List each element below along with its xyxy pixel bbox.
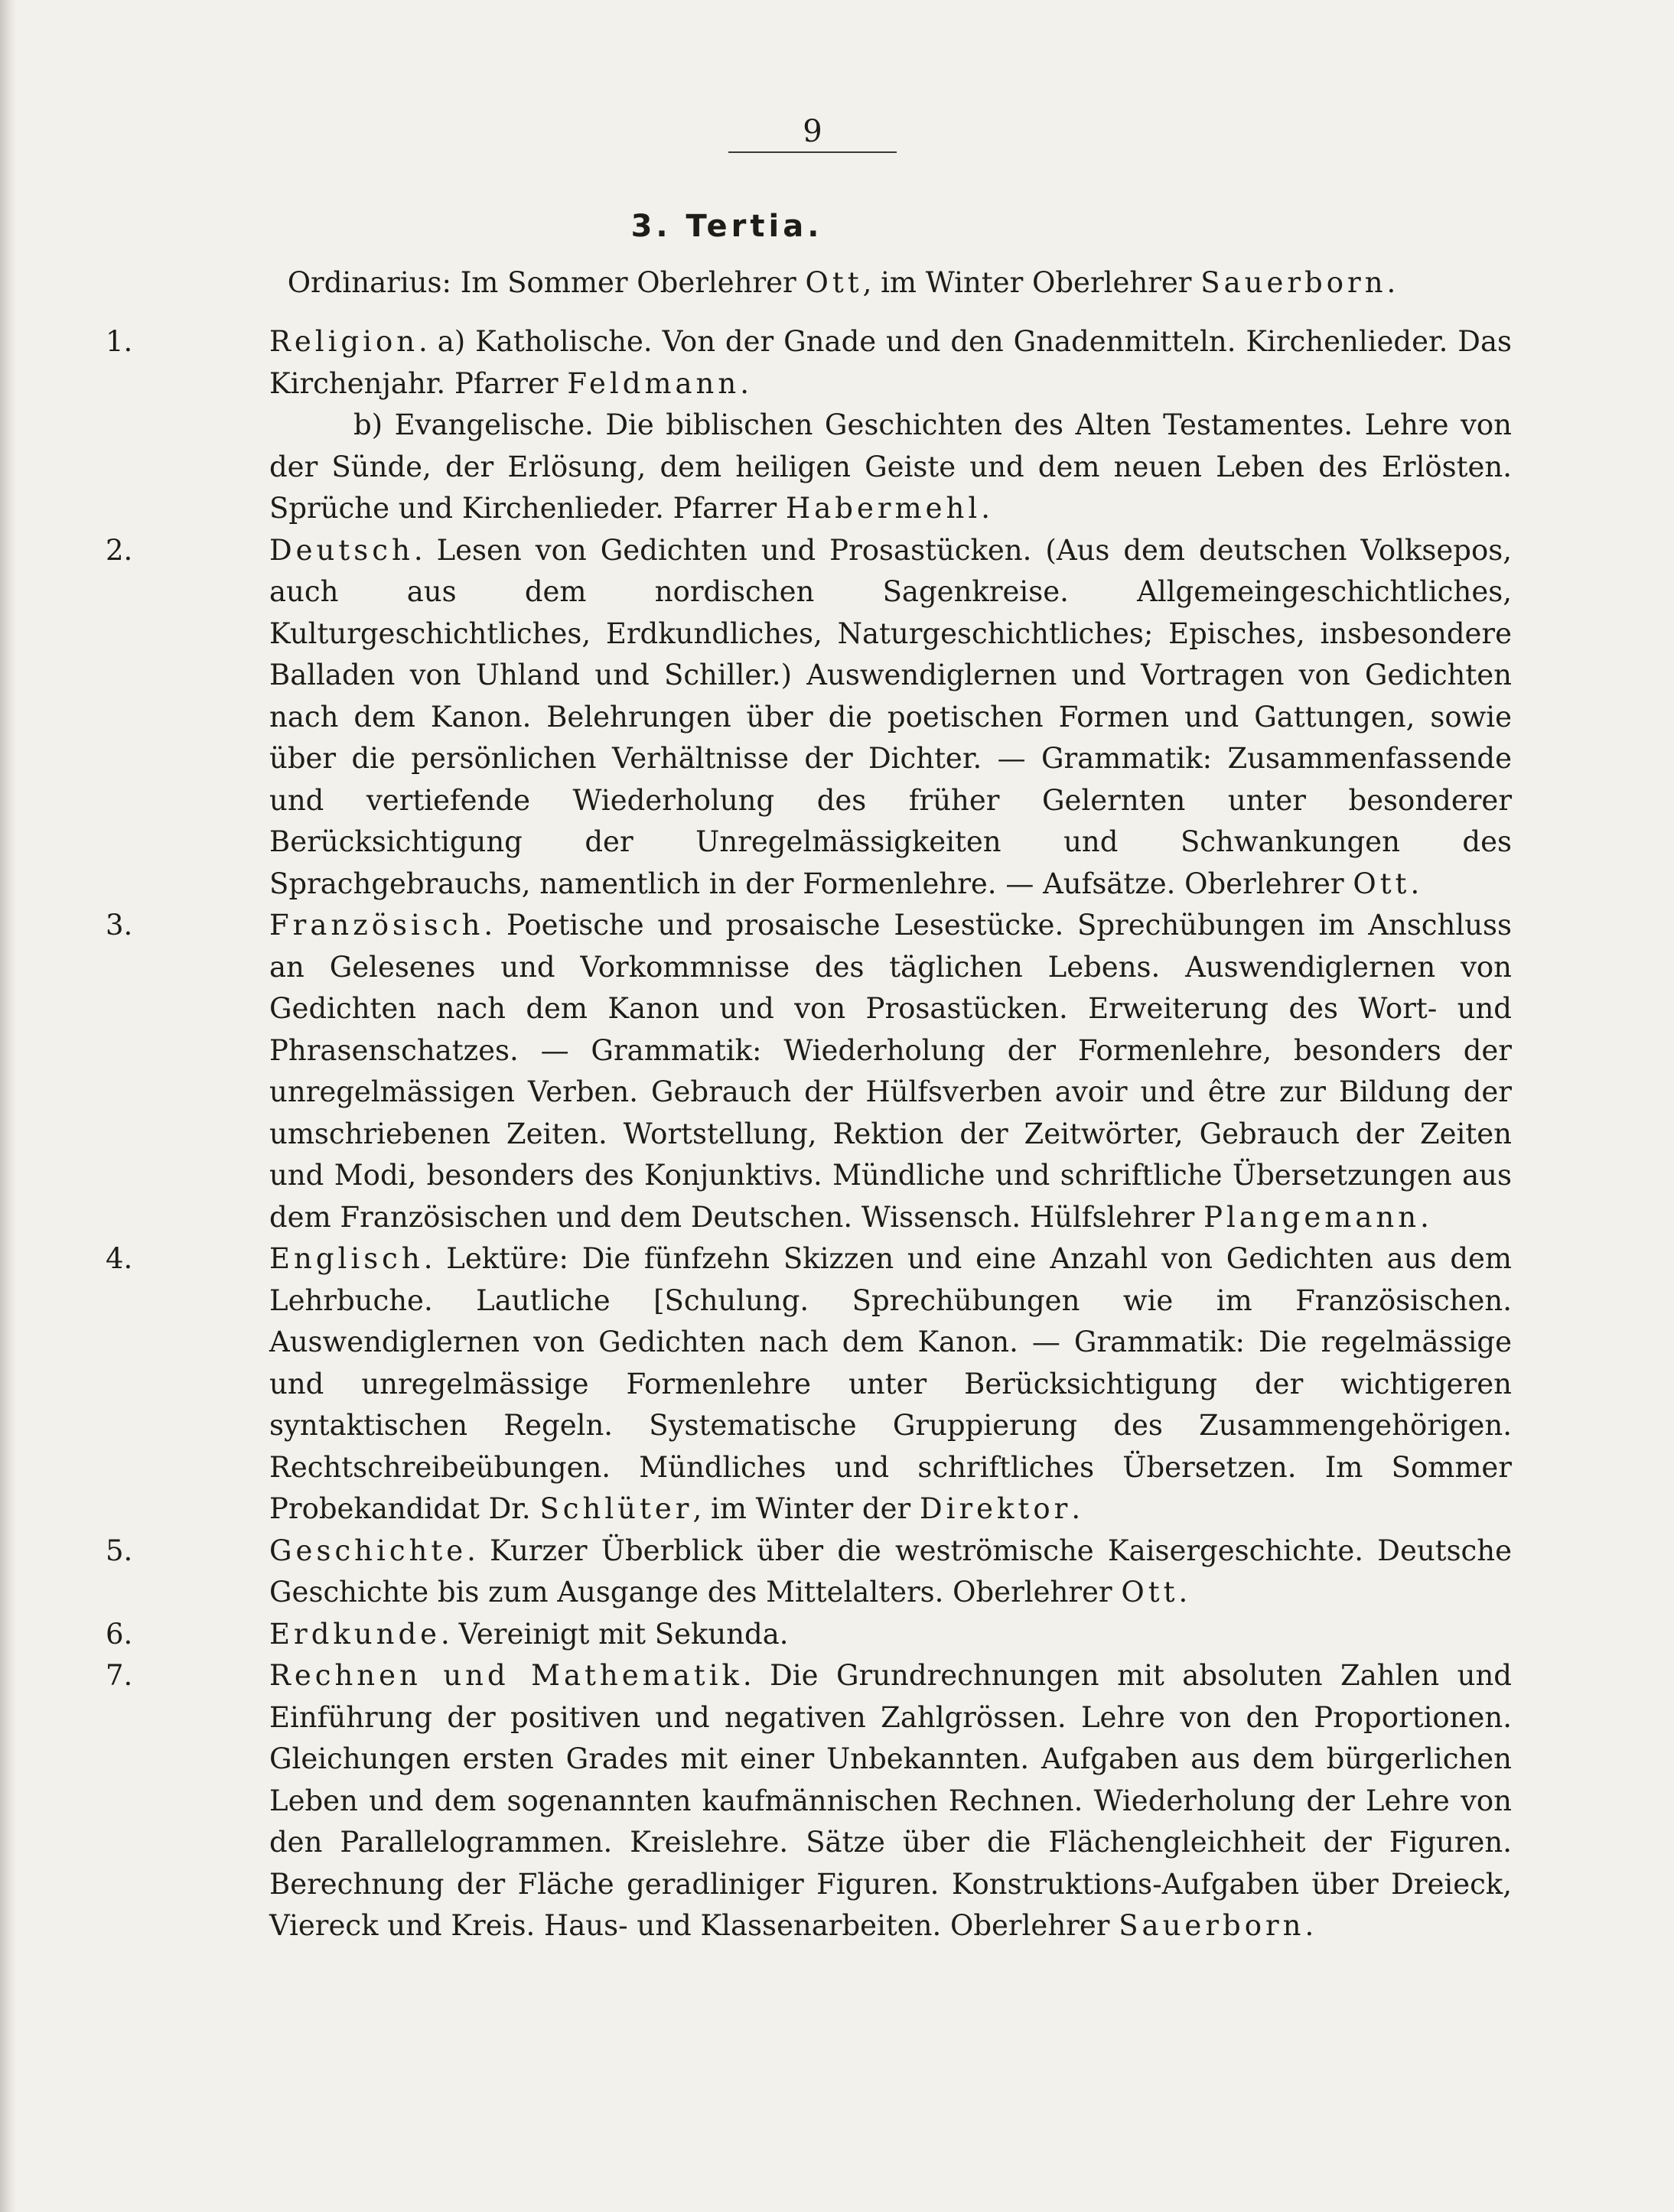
subject-number: 3. bbox=[106, 909, 133, 942]
ordinarius-winter-teacher: Sauerborn bbox=[1200, 266, 1387, 299]
teacher-name: Ott bbox=[1121, 1576, 1179, 1609]
teacher-name: Sauerborn bbox=[1119, 1909, 1305, 1942]
ordinarius-line bbox=[161, 263, 1523, 303]
ordinarius-prefix: Ordinarius: Im Sommer Oberlehrer bbox=[287, 266, 806, 299]
subject-name: Rechnen und Mathematik bbox=[269, 1659, 743, 1692]
subject-franzoesisch bbox=[106, 905, 1512, 1238]
text-end: . bbox=[1304, 1909, 1314, 1942]
teacher-name: Plangemann bbox=[1203, 1200, 1421, 1234]
subject-number: 5. bbox=[106, 1534, 133, 1567]
subject-body: . Die Grundrechnungen mit absoluten Zahlen und Einführung der positiven und negativen Zahlgrössen. Lehre von den Proportionen. Gleichungen ersten Grades mit einer Unbekannten. Aufgaben aus dem bürgerlichen Leben und dem sogenannten kaufmännischen Rechnen. Wiederholung der Lehre von den Parallelogrammen. Kreislehre. Sätze über die Flächengleichheit der Figuren. Berechnung der Fläche geradliniger Figuren. Konstruktions-Aufgaben über Dreieck, Viereck und Kreis. Haus- und Klassenarbeiten. Oberlehrer bbox=[269, 1659, 1512, 1942]
subject-text bbox=[269, 321, 1512, 405]
text-end: . bbox=[1410, 867, 1420, 900]
subject-rechnen-mathematik bbox=[106, 1655, 1512, 1947]
subject-text bbox=[269, 1238, 1512, 1531]
page-number: 9 bbox=[803, 114, 822, 149]
religion-part-b bbox=[269, 405, 1512, 530]
ordinarius-middle: , im Winter Oberlehrer bbox=[862, 266, 1201, 299]
text-end: . bbox=[1071, 1492, 1081, 1525]
subject-body: . Lektüre: Die fünfzehn Skizzen und eine Anzahl von Gedichten aus dem Lehrbuche. Lautliche [Schulung. Sprechübungen wie im Französischen. Auswendiglernen von Gedichten nach dem Kanon. — Grammatik: Die regelmässige und unregelmässige Formenlehre unter Berücksichtigung der wichtigeren syntaktischen Regeln. Systematische Gruppierung des Zusammengehörigen. Rechtschreibeübungen. Mündliches und schriftliches Übersetzen. Im Sommer Probekandidat Dr. bbox=[269, 1242, 1512, 1525]
religion-part-a-text: . a) Katholische. Von der Gnade und den Gnadenmitteln. Kirchenlieder. Das Kirchenjahr. Pfarrer bbox=[269, 325, 1512, 400]
text-end: . bbox=[981, 492, 990, 525]
subject-geschichte bbox=[106, 1531, 1512, 1614]
subject-religion bbox=[106, 321, 1512, 530]
teacher-name: Schlüter bbox=[539, 1492, 693, 1525]
subject-text bbox=[269, 530, 1512, 906]
subject-text bbox=[269, 1531, 1512, 1614]
subject-number: 6. bbox=[106, 1617, 133, 1651]
teacher-name: Habermehl bbox=[785, 492, 982, 525]
subject-text bbox=[269, 905, 1512, 1238]
text-middle: , im Winter der bbox=[692, 1492, 920, 1525]
subject-name: Erdkunde bbox=[269, 1617, 441, 1651]
subject-body: . Vereinigt mit Sekunda. bbox=[441, 1617, 789, 1651]
subject-name: Englisch bbox=[269, 1242, 424, 1275]
text-end: . bbox=[740, 366, 749, 400]
subject-name: Religion bbox=[269, 325, 419, 358]
subject-text bbox=[269, 1614, 1512, 1656]
subject-erdkunde bbox=[106, 1614, 1512, 1656]
page-number-rule bbox=[728, 151, 897, 153]
subject-body: . Poetische und prosaische Lesestücke. Sprechübungen im Anschluss an Gelesenes und Vorkommnisse des täglichen Lebens. Auswendiglernen von Gedichten nach dem Kanon und von Prosastücken. Erweiterung des Wort- und Phrasenschatzes. — Grammatik: Wiederholung der Formenlehre, besonders der unregelmässigen Verben. Gebrauch der Hülfsverben avoir und être zur Bildung der umschriebenen Zeiten. Wortstellung, Rektion der Zeitwörter, Gebrauch der Zeiten und Modi, besonders des Konjunktivs. Mündliche und schriftliche Übersetzungen aus dem Französischen und dem Deutschen. Wissensch. Hülfslehrer bbox=[269, 909, 1512, 1234]
section-title: 3. Tertia. bbox=[630, 209, 823, 244]
teacher-name: Ott bbox=[1353, 867, 1411, 900]
subject-list bbox=[106, 321, 1512, 1947]
page-spine-shadow bbox=[0, 0, 17, 2212]
religion-part-b-text: b) Evangelische. Die biblischen Geschichten des Alten Testamentes. Lehre von der Sünde, der Erlösung, dem heiligen Geiste und dem neuen Leben des Erlösten. Sprüche und Kirchenlieder. Pfarrer bbox=[269, 408, 1512, 525]
text-end: . bbox=[1178, 1576, 1188, 1609]
ordinarius-summer-teacher: Ott bbox=[805, 266, 863, 299]
ordinarius-suffix: . bbox=[1386, 266, 1396, 299]
subject-body: . Lesen von Gedichten und Prosastücken. (Aus dem deutschen Volksepos, auch aus dem nordischen Sagenkreise. Allgemeingeschichtliches, Kulturgeschichtliches, Erdkundliches, Naturgeschichtliches; Episches, insbesondere Balladen von Uhland und Schiller.) Auswendiglernen und Vortragen von Gedichten nach dem Kanon. Belehrungen über die poetischen Formen und Gattungen, sowie über die persönlichen Verhältnisse der Dichter. — Grammatik: Zusammenfassende und vertiefende Wiederholung des früher Gelernten unter besonderer Berücksichtigung der Unregelmässigkeiten und Schwankungen des Sprachgebrauchs, namentlich in der Formenlehre. — Aufsätze. Oberlehrer bbox=[269, 533, 1512, 900]
subject-englisch bbox=[106, 1238, 1512, 1531]
subject-name: Französisch bbox=[269, 909, 484, 942]
subject-number: 7. bbox=[106, 1659, 133, 1692]
subject-number: 4. bbox=[106, 1242, 133, 1275]
subject-deutsch bbox=[106, 530, 1512, 906]
subject-name: Geschichte bbox=[269, 1534, 467, 1567]
text-end: . bbox=[1420, 1200, 1429, 1234]
subject-body: . Kurzer Überblick über die weströmische Kaisergeschichte. Deutsche Geschichte bis zum Ausgange des Mittelalters. Oberlehrer bbox=[269, 1534, 1512, 1609]
subject-number: 1. bbox=[106, 325, 133, 358]
subject-number: 2. bbox=[106, 533, 133, 567]
subject-text bbox=[269, 1655, 1512, 1947]
teacher-name: Feldmann bbox=[567, 366, 741, 400]
subject-name: Deutsch bbox=[269, 533, 414, 567]
teacher-name-2: Direktor bbox=[919, 1492, 1072, 1525]
